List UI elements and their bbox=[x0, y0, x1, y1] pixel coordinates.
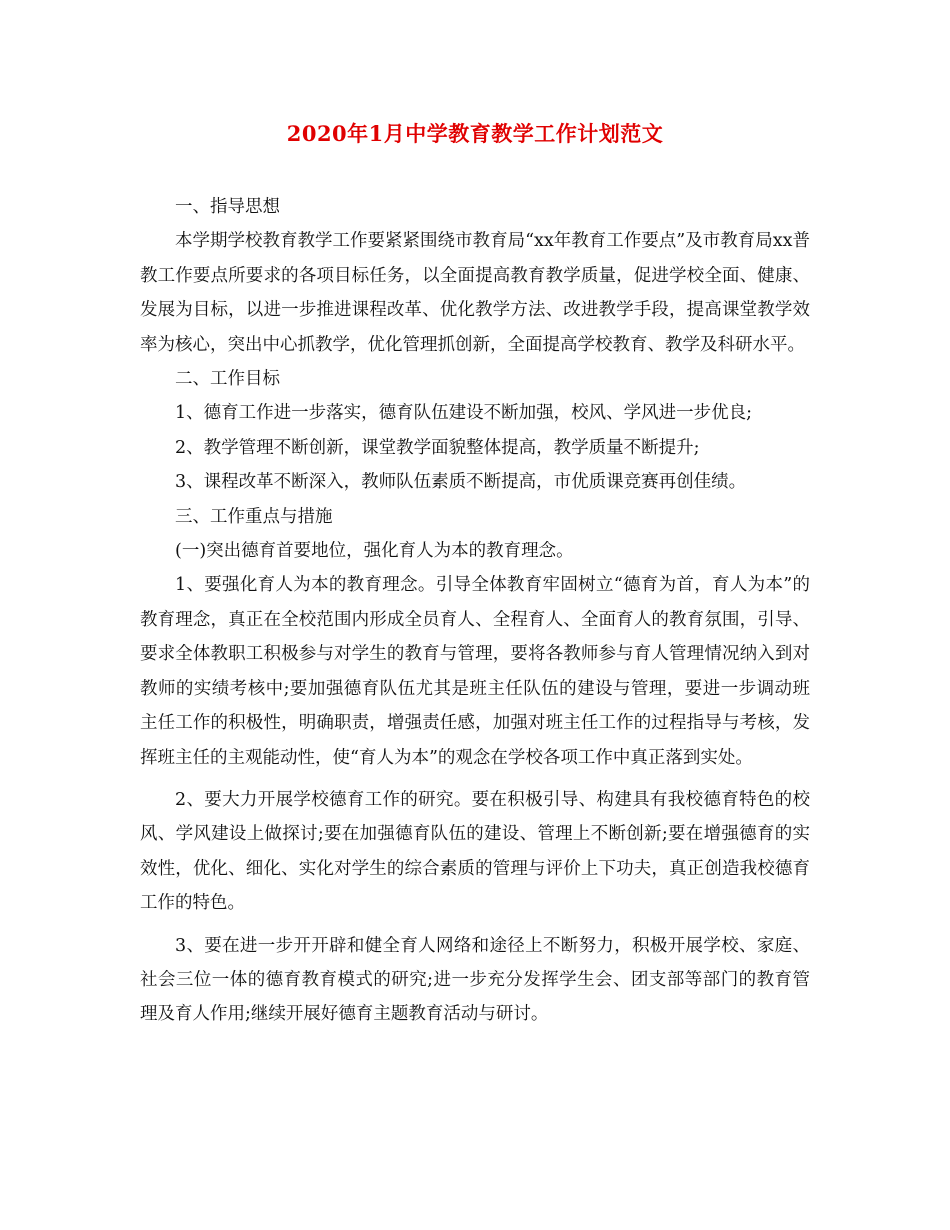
measure-paragraph-3: 3、要在进一步开开辟和健全育人网络和途径上不断努力，积极开展学校、家庭、社会三位一体的德育教育模式的研究;进一步充分发挥学生会、团支部等部门的教育管理及育人作用;继续开展好德育主题教育活动与研讨。 bbox=[140, 935, 810, 1025]
goal-item-2: 2、教学管理不断创新，课堂教学面貌整体提高，教学质量不断提升; bbox=[175, 437, 700, 458]
subsection-heading-moral-education: (一)突出德育首要地位，强化育人为本的教育理念。 bbox=[175, 541, 574, 562]
section-heading-work-goals: 二、工作目标 bbox=[175, 369, 280, 390]
section-heading-guiding-ideology: 一、指导思想 bbox=[175, 197, 280, 217]
paragraph-guiding-ideology: 本学期学校教育教学工作要紧紧围绕市教育局“xx年教育工作要点”及市教育局xx普教工作要点所要求的各项目标任务，以全面提高教育教学质量，促进学校全面、健康、发展为目标，以进一步推进课程改革、优化教学方法、改进教学手段，提高课堂教学效率为核心，突出中心抓教学，优化管理抓创新，全面提高学校教育、教学及科研水平。 bbox=[140, 231, 810, 355]
document-title: 2020年1月中学教育教学工作计划范文 bbox=[286, 121, 664, 146]
measure-paragraph-2: 2、要大力开展学校德育工作的研究。要在积极引导、构建具有我校德育特色的校风、学风建设上做探讨;要在加强德育队伍的建设、管理上不断创新;要在增强德育的实效性，优化、细化、实化对学生的综合素质的管理与评价上下功夫，真正创造我校德育工作的特色。 bbox=[140, 789, 810, 914]
goal-item-1: 1、德育工作进一步落实，德育队伍建设不断加强，校风、学风进一步优良; bbox=[175, 403, 753, 424]
measure-paragraph-1: 1、要强化育人为本的教育理念。引导全体教育牢固树立“德育为首，育人为本”的教育理念，真正在全校范围内形成全员育人、全程育人、全面育人的教育氛围，引导、要求全体教职工积极参与对学生的教育与管理，要将各教师参与育人管理情况纳入到对教师的实绩考核中;要加强德育队伍尤其是班主任队伍的建设与管理，要进一步调动班主任工作的积极性，明确职责，增强责任感，加强对班主任工作的过程指导与考核，发挥班主任的主观能动性，使“育人为本”的观念在学校各项工作中真正落到实处。 bbox=[140, 575, 810, 768]
section-heading-key-measures: 三、工作重点与措施 bbox=[175, 506, 333, 527]
document-body bbox=[140, 190, 810, 1032]
goal-item-3: 3、课程改革不断深入，教师队伍素质不断提高，市优质课竞赛再创佳绩。 bbox=[175, 472, 747, 493]
